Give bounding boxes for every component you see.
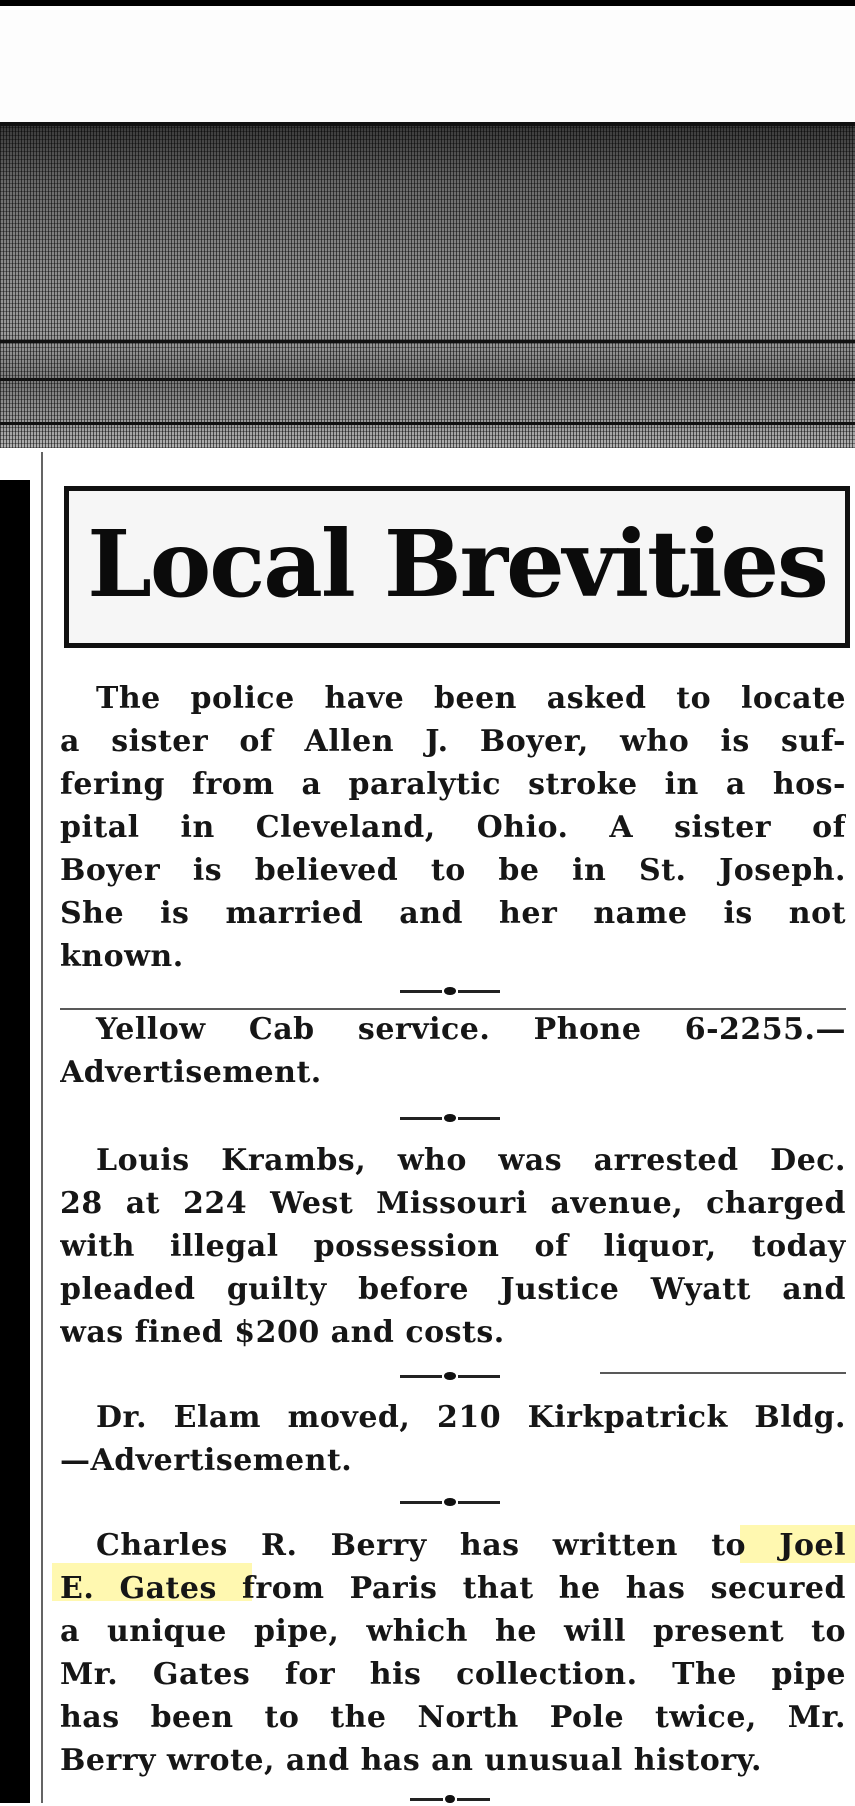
dark-masthead-band	[0, 126, 855, 448]
text-line: a unique pipe, which he will present to	[60, 1614, 846, 1649]
item-separator	[400, 984, 500, 998]
brevity-item	[60, 1008, 846, 1094]
text-line: a sister of Allen J. Boyer, who is suf-	[60, 724, 846, 759]
text-line: Boyer is believed to be in St. Joseph.	[60, 853, 846, 888]
section-heading-box	[64, 486, 850, 648]
text-line: 28 at 224 West Missouri avenue, charged	[60, 1186, 846, 1221]
text-line: Berry wrote, and has an unusual history.	[60, 1743, 762, 1778]
section-heading: Local Brevities	[87, 510, 827, 618]
text-line: was fined $200 and costs.	[60, 1315, 505, 1350]
text-line: Charles R. Berry has written to Joel	[96, 1528, 846, 1563]
masthead-rule	[0, 378, 855, 381]
text-line: E. Gates from Paris that he has secured	[60, 1571, 846, 1606]
text-line: pital in Cleveland, Ohio. A sister of	[60, 810, 846, 845]
masthead-rule	[0, 340, 855, 343]
item-separator	[400, 1495, 500, 1509]
text-line: fering from a paralytic stroke in a hos-	[60, 767, 846, 802]
text-line: Yellow Cab service. Phone 6-2255.—	[96, 1012, 846, 1047]
text-line: The police have been asked to locate	[96, 681, 846, 716]
brevity-item	[60, 1524, 846, 1782]
masthead-rule	[0, 422, 855, 425]
item-separator	[400, 1111, 500, 1125]
text-line: Dr. Elam moved, 210 Kirkpatrick Bldg.	[96, 1400, 846, 1435]
text-line: —Advertisement.	[60, 1443, 353, 1478]
brevity-item	[60, 677, 846, 978]
brevity-item	[60, 1396, 846, 1482]
text-line: Mr. Gates for his collection. The pipe	[60, 1657, 846, 1692]
horizontal-rule	[600, 1372, 846, 1374]
text-line: Louis Krambs, who was arrested Dec.	[96, 1143, 846, 1178]
text-line: Advertisement.	[60, 1055, 322, 1090]
scan-margin	[0, 6, 855, 124]
item-separator	[400, 1369, 500, 1383]
brevity-item	[60, 1139, 846, 1354]
text-line: has been to the North Pole twice, Mr.	[60, 1700, 846, 1735]
column-rule-thin	[41, 452, 43, 1803]
text-line: She is married and her name is not	[60, 896, 846, 931]
text-line: known.	[60, 939, 184, 974]
column-rule-left	[0, 480, 30, 1803]
text-line: pleaded guilty before Justice Wyatt and	[60, 1272, 846, 1307]
text-line: with illegal possession of liquor, today	[60, 1229, 846, 1264]
item-separator	[410, 1792, 490, 1806]
